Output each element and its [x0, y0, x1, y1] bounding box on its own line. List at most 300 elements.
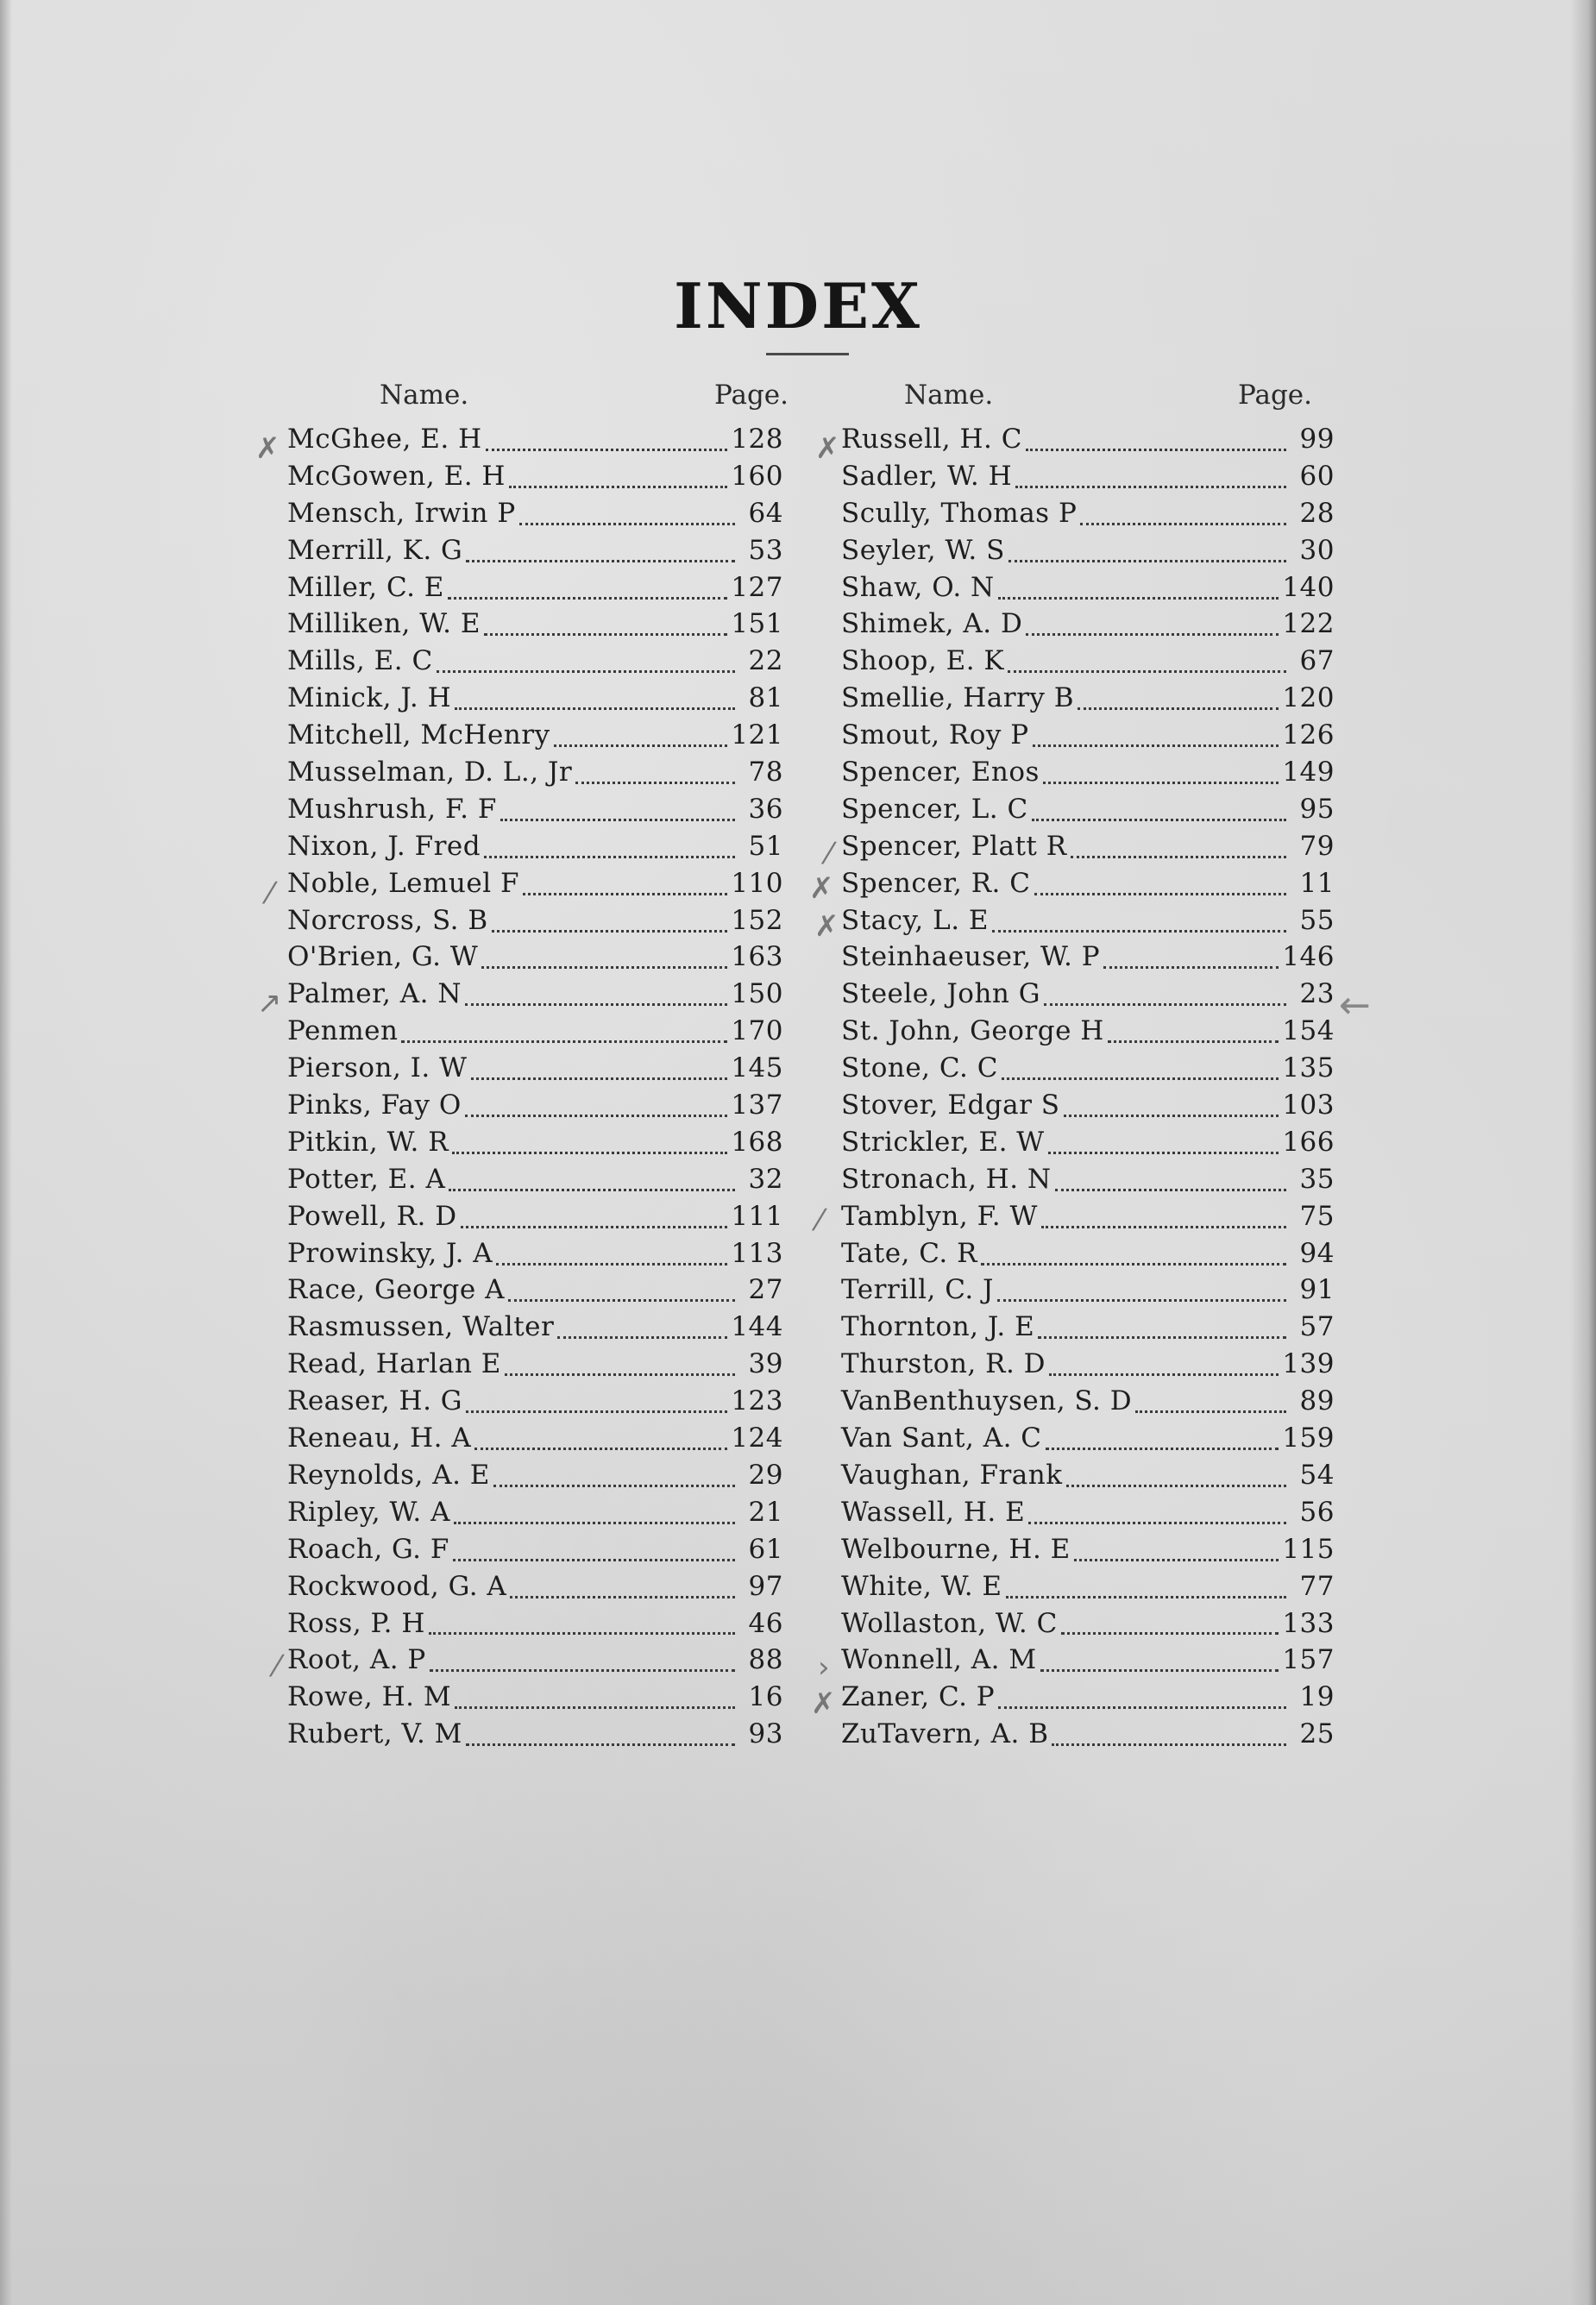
- entry-page-number: 89: [1299, 1385, 1335, 1417]
- entry-name: Pitkin, W. R: [287, 1126, 449, 1158]
- entry-name: Norcross, S. B: [287, 904, 488, 936]
- dot-leader: [1002, 1077, 1279, 1080]
- entry-name: Zaner, C. P: [841, 1681, 996, 1713]
- page-edge-shadow: [1570, 0, 1596, 2305]
- dot-leader: [486, 449, 728, 451]
- dot-leader: [401, 1040, 727, 1043]
- entry-page-number: 28: [1299, 497, 1335, 529]
- entry-page-number: 120: [1282, 682, 1335, 714]
- index-entry: [841, 1423, 1335, 1460]
- entry-name: Terrill, C. J: [841, 1274, 994, 1306]
- entry-name: Mensch, Irwin P: [287, 497, 516, 529]
- entry-page-number: 159: [1282, 1423, 1335, 1454]
- left-index-column: [287, 424, 783, 1755]
- entry-name: Scully, Thomas P: [841, 497, 1078, 529]
- entry-name: Noble, Lemuel F: [287, 867, 520, 899]
- entry-page-number: 137: [731, 1090, 783, 1121]
- dot-leader: [1040, 1669, 1279, 1672]
- index-entry: [841, 1015, 1335, 1052]
- index-entry: [841, 1201, 1335, 1238]
- entry-page-number: 11: [1299, 867, 1335, 899]
- index-entry: [287, 572, 783, 609]
- check-mark-icon: ✗: [811, 1686, 836, 1721]
- entry-page-number: 81: [748, 682, 783, 714]
- check-mark-icon: ⁄: [817, 1203, 822, 1238]
- index-entry: [287, 1274, 783, 1311]
- dot-leader: [455, 707, 735, 710]
- entry-page-number: 30: [1299, 534, 1335, 566]
- dot-leader: [461, 1226, 728, 1228]
- dot-leader: [1078, 707, 1279, 710]
- dot-leader: [429, 1632, 735, 1635]
- dot-leader: [1008, 670, 1286, 673]
- entry-page-number: 22: [748, 645, 783, 677]
- dot-leader: [466, 560, 735, 562]
- index-entry: [841, 1164, 1335, 1201]
- entry-page-number: 16: [748, 1681, 783, 1713]
- entry-name: Shoop, E. K: [841, 645, 1005, 677]
- entry-name: McGhee, E. H: [287, 424, 482, 455]
- entry-page-number: 25: [1299, 1718, 1335, 1750]
- entry-name: Smout, Roy P: [841, 719, 1029, 751]
- index-entry: [287, 1348, 783, 1385]
- index-entry: [841, 608, 1335, 645]
- entry-page-number: 79: [1299, 830, 1335, 862]
- entry-name: Reynolds, A. E: [287, 1459, 490, 1491]
- check-mark-icon: ✗: [814, 909, 839, 944]
- entry-page-number: 144: [731, 1311, 783, 1343]
- index-entry: [841, 1274, 1335, 1311]
- index-entry: [287, 498, 783, 535]
- index-entry: [841, 1460, 1335, 1497]
- entry-name: Van Sant, A. C: [841, 1423, 1042, 1454]
- dot-leader: [430, 1669, 735, 1672]
- dot-leader: [481, 966, 727, 969]
- dot-leader: [1064, 1115, 1279, 1117]
- dot-leader: [448, 597, 727, 600]
- index-entry: [841, 1238, 1335, 1275]
- index-entry: [287, 424, 783, 461]
- entry-page-number: 21: [748, 1496, 783, 1528]
- title-underline: [766, 353, 849, 355]
- entry-page-number: 93: [748, 1718, 783, 1750]
- entry-page-number: 154: [1282, 1015, 1335, 1047]
- entry-name: Pierson, I. W: [287, 1052, 468, 1084]
- dot-leader: [519, 523, 735, 525]
- entry-name: Rowe, H. M: [287, 1681, 452, 1713]
- entry-page-number: 140: [1282, 571, 1335, 603]
- entry-page-number: 170: [731, 1015, 783, 1047]
- right-index-column: [841, 424, 1335, 1755]
- entry-name: Spencer, Platt R: [841, 830, 1067, 862]
- entry-name: Stronach, H. N: [841, 1163, 1052, 1195]
- entry-name: Mitchell, McHenry: [287, 719, 550, 751]
- dot-leader: [453, 1559, 735, 1561]
- dot-leader: [1044, 1003, 1286, 1006]
- left-name-header: Name.: [380, 380, 469, 411]
- entry-page-number: 166: [1282, 1126, 1335, 1158]
- check-mark-icon: ⁄: [274, 1649, 280, 1684]
- entry-name: Pinks, Fay O: [287, 1090, 462, 1121]
- entry-name: Stacy, L. E: [841, 904, 990, 936]
- right-page-header: Page.: [1238, 380, 1312, 411]
- entry-page-number: 127: [731, 571, 783, 603]
- entry-page-number: 145: [731, 1052, 783, 1084]
- entry-name: Prowinsky, J. A: [287, 1237, 493, 1269]
- index-entry: [841, 794, 1335, 831]
- index-entry: [841, 535, 1335, 572]
- dot-leader: [1028, 1522, 1286, 1524]
- entry-name: Merrill, K. G: [287, 534, 463, 566]
- entry-name: Rasmussen, Walter: [287, 1311, 555, 1343]
- entry-page-number: 77: [1299, 1570, 1335, 1602]
- index-entry: [841, 1644, 1335, 1681]
- entry-name: Reaser, H. G: [287, 1385, 463, 1417]
- index-entry: [841, 868, 1335, 905]
- entry-name: Root, A. P: [287, 1644, 426, 1676]
- entry-name: Wollaston, W. C: [841, 1607, 1058, 1639]
- dot-leader: [1041, 1226, 1286, 1228]
- entry-name: Tate, C. R: [841, 1237, 977, 1269]
- dot-leader: [1038, 1336, 1286, 1339]
- index-entry: [287, 1497, 783, 1534]
- dot-leader: [554, 744, 728, 747]
- page-spine-shadow: [0, 0, 12, 2305]
- dot-leader: [1026, 633, 1279, 636]
- dot-leader: [1032, 819, 1286, 821]
- index-entry: [287, 941, 783, 978]
- dot-leader: [1033, 744, 1279, 747]
- index-entry: [287, 1571, 783, 1608]
- check-mark-icon: ↗: [257, 986, 282, 1021]
- index-entry: [287, 535, 783, 572]
- index-entry: [841, 1311, 1335, 1348]
- entry-name: White, W. E: [841, 1570, 1002, 1602]
- check-mark-icon: ✗: [809, 871, 834, 906]
- entry-page-number: 113: [731, 1237, 783, 1269]
- dot-leader: [1006, 1596, 1286, 1598]
- index-entry: [287, 1460, 783, 1497]
- dot-leader: [466, 1410, 727, 1413]
- dot-leader: [455, 1706, 735, 1709]
- entry-name: Ripley, W. A: [287, 1496, 451, 1528]
- entry-name: Wonnell, A. M: [841, 1644, 1037, 1676]
- entry-name: Russell, H. C: [841, 424, 1022, 455]
- dot-leader: [1066, 1485, 1286, 1487]
- entry-page-number: 46: [748, 1607, 783, 1639]
- index-entry: [287, 1423, 783, 1460]
- entry-page-number: 111: [731, 1200, 783, 1232]
- index-entry: [841, 461, 1335, 498]
- index-entry: [287, 1201, 783, 1238]
- check-mark-icon: ⁄: [267, 876, 273, 911]
- entry-name: Reneau, H. A: [287, 1423, 472, 1454]
- dot-leader: [471, 1077, 728, 1080]
- dot-leader: [1074, 1559, 1279, 1561]
- entry-name: Vaughan, Frank: [841, 1459, 1063, 1491]
- index-entry: [841, 1090, 1335, 1127]
- dot-leader: [1043, 782, 1279, 784]
- check-mark-icon: ✗: [815, 431, 840, 466]
- dot-leader: [1135, 1410, 1286, 1413]
- entry-page-number: 94: [1299, 1237, 1335, 1269]
- dot-leader: [1052, 1743, 1286, 1746]
- dot-leader: [1046, 1448, 1279, 1450]
- index-entry: [287, 645, 783, 682]
- entry-name: Spencer, R. C: [841, 867, 1031, 899]
- index-entry: [841, 1385, 1335, 1423]
- entry-name: Roach, G. F: [287, 1533, 449, 1565]
- entry-name: Stover, Edgar S: [841, 1090, 1060, 1121]
- entry-page-number: 150: [731, 978, 783, 1010]
- left-arrow-icon: ←: [1339, 983, 1371, 1027]
- dot-leader: [492, 930, 728, 933]
- entry-name: Powell, R. D: [287, 1200, 457, 1232]
- entry-page-number: 60: [1299, 460, 1335, 492]
- index-entry: [841, 1127, 1335, 1164]
- index-entry: [841, 941, 1335, 978]
- entry-page-number: 139: [1282, 1348, 1335, 1380]
- entry-page-number: 168: [731, 1126, 783, 1158]
- entry-page-number: 110: [731, 867, 783, 899]
- index-entry: [841, 757, 1335, 794]
- entry-page-number: 133: [1282, 1607, 1335, 1639]
- dot-leader: [508, 1299, 735, 1302]
- dot-leader: [484, 856, 735, 858]
- dot-leader: [1108, 1040, 1279, 1043]
- entry-page-number: 91: [1299, 1274, 1335, 1306]
- index-entry: [287, 1127, 783, 1164]
- entry-page-number: 51: [748, 830, 783, 862]
- entry-name: Minick, J. H: [287, 682, 452, 714]
- entry-name: Rockwood, G. A: [287, 1570, 507, 1602]
- dot-leader: [510, 1596, 735, 1598]
- entry-page-number: 56: [1299, 1496, 1335, 1528]
- index-entry: [287, 1052, 783, 1090]
- dot-leader: [437, 670, 735, 673]
- dot-leader: [496, 1263, 727, 1266]
- dot-leader: [1080, 523, 1286, 525]
- entry-page-number: 67: [1299, 645, 1335, 677]
- index-entry: [287, 794, 783, 831]
- dot-leader: [452, 1152, 727, 1154]
- entry-name: Wassell, H. E: [841, 1496, 1026, 1528]
- check-mark-icon: ✗: [255, 431, 280, 466]
- entry-page-number: 95: [1299, 793, 1335, 825]
- entry-name: Stone, C. C: [841, 1052, 998, 1084]
- entry-page-number: 146: [1282, 941, 1335, 973]
- entry-name: Mills, E. C: [287, 645, 433, 677]
- entry-name: McGowen, E. H: [287, 460, 506, 492]
- index-entry: [287, 1090, 783, 1127]
- index-entry: [287, 461, 783, 498]
- entry-page-number: 78: [748, 757, 783, 788]
- dot-leader: [500, 819, 735, 821]
- dot-leader: [509, 486, 727, 488]
- entry-page-number: 103: [1282, 1090, 1335, 1121]
- dot-leader: [1049, 1373, 1279, 1376]
- page-title: INDEX: [674, 269, 922, 342]
- index-entry: [841, 905, 1335, 942]
- entry-page-number: 54: [1299, 1459, 1335, 1491]
- dot-leader: [981, 1263, 1286, 1266]
- dot-leader: [1055, 1189, 1286, 1191]
- entry-page-number: 157: [1282, 1644, 1335, 1676]
- entry-page-number: 99: [1299, 424, 1335, 455]
- entry-name: Welbourne, H. E: [841, 1533, 1071, 1565]
- dot-leader: [465, 1003, 727, 1006]
- entry-name: Sadler, W. H: [841, 460, 1013, 492]
- index-entry: [841, 572, 1335, 609]
- entry-name: Shaw, O. N: [841, 571, 995, 603]
- entry-page-number: 36: [748, 793, 783, 825]
- entry-page-number: 75: [1299, 1200, 1335, 1232]
- entry-page-number: 35: [1299, 1163, 1335, 1195]
- index-entry: [287, 1681, 783, 1718]
- dot-leader: [998, 1706, 1286, 1709]
- index-entry: [841, 1608, 1335, 1645]
- entry-page-number: 128: [731, 424, 783, 455]
- dot-leader: [557, 1336, 727, 1339]
- dot-leader: [1008, 560, 1286, 562]
- entry-name: Steele, John G: [841, 978, 1040, 1010]
- entry-name: ZuTavern, A. B: [841, 1718, 1049, 1750]
- entry-page-number: 151: [731, 608, 783, 640]
- index-entry: [841, 1571, 1335, 1608]
- index-entry: [287, 719, 783, 757]
- entry-name: Thornton, J. E: [841, 1311, 1035, 1343]
- dot-leader: [1071, 856, 1286, 858]
- entry-page-number: 152: [731, 904, 783, 936]
- entry-page-number: 64: [748, 497, 783, 529]
- left-page-header: Page.: [714, 380, 789, 411]
- entry-page-number: 32: [748, 1163, 783, 1195]
- entry-name: Race, George A: [287, 1274, 505, 1306]
- entry-name: Penmen: [287, 1015, 399, 1047]
- entry-name: Seyler, W. S: [841, 534, 1005, 566]
- check-mark-icon: ⁄: [826, 837, 832, 871]
- dot-leader: [1026, 449, 1286, 451]
- entry-name: Palmer, A. N: [287, 978, 462, 1010]
- entry-page-number: 19: [1299, 1681, 1335, 1713]
- index-entry: [287, 1164, 783, 1201]
- index-entry: [841, 1718, 1335, 1755]
- entry-page-number: 121: [731, 719, 783, 751]
- index-entry: [841, 978, 1335, 1015]
- entry-page-number: 123: [731, 1385, 783, 1417]
- check-mark-icon: ›: [818, 1650, 830, 1685]
- index-entry: [841, 1348, 1335, 1385]
- dot-leader: [505, 1373, 735, 1376]
- entry-name: Nixon, J. Fred: [287, 830, 481, 862]
- index-entry: [841, 424, 1335, 461]
- dot-leader: [465, 1115, 728, 1117]
- index-entry: [841, 645, 1335, 682]
- entry-name: St. John, George H: [841, 1015, 1104, 1047]
- index-entry: [287, 905, 783, 942]
- index-entry: [287, 1015, 783, 1052]
- entry-name: Smellie, Harry B: [841, 682, 1075, 714]
- dot-leader: [1048, 1152, 1279, 1154]
- entry-page-number: 61: [748, 1533, 783, 1565]
- index-entry: [841, 1681, 1335, 1718]
- dot-leader: [454, 1522, 735, 1524]
- entry-name: Spencer, L. C: [841, 793, 1028, 825]
- entry-page-number: 160: [731, 460, 783, 492]
- dot-leader: [493, 1485, 735, 1487]
- dot-leader: [449, 1189, 735, 1191]
- entry-name: Shimek, A. D: [841, 608, 1023, 640]
- entry-page-number: 149: [1282, 757, 1335, 788]
- entry-name: O'Brien, G. W: [287, 941, 479, 973]
- entry-name: Read, Harlan E: [287, 1348, 501, 1380]
- index-entry: [287, 1238, 783, 1275]
- index-entry: [287, 1534, 783, 1571]
- entry-name: VanBenthuysen, S. D: [841, 1385, 1133, 1417]
- dot-leader: [998, 597, 1279, 600]
- entry-name: Spencer, Enos: [841, 757, 1040, 788]
- entry-name: Tamblyn, F. W: [841, 1200, 1038, 1232]
- entry-page-number: 115: [1282, 1533, 1335, 1565]
- index-entry: [287, 1644, 783, 1681]
- index-entry: [287, 1718, 783, 1755]
- dot-leader: [1061, 1632, 1279, 1635]
- index-entry: [841, 1497, 1335, 1534]
- entry-page-number: 88: [748, 1644, 783, 1676]
- index-entry: [287, 608, 783, 645]
- index-entry: [287, 757, 783, 794]
- dot-leader: [466, 1743, 735, 1746]
- entry-name: Rubert, V. M: [287, 1718, 462, 1750]
- index-entry: [287, 831, 783, 868]
- index-entry: [841, 682, 1335, 719]
- dot-leader: [575, 782, 735, 784]
- dot-leader: [997, 1299, 1286, 1302]
- entry-name: Strickler, E. W: [841, 1126, 1045, 1158]
- entry-page-number: 55: [1299, 904, 1335, 936]
- entry-name: Mushrush, F. F: [287, 793, 497, 825]
- entry-page-number: 97: [748, 1570, 783, 1602]
- index-entry: [841, 719, 1335, 757]
- index-entry: [287, 1385, 783, 1423]
- index-entry: [841, 1052, 1335, 1090]
- entry-name: Miller, C. E: [287, 571, 444, 603]
- entry-page-number: 163: [731, 941, 783, 973]
- entry-name: Ross, P. H: [287, 1607, 425, 1639]
- index-entry: [841, 831, 1335, 868]
- index-entry: [287, 868, 783, 905]
- entry-page-number: 124: [731, 1423, 783, 1454]
- dot-leader: [1034, 893, 1287, 895]
- entry-name: Potter, E. A: [287, 1163, 446, 1195]
- dot-leader: [1103, 966, 1279, 969]
- dot-leader: [523, 893, 727, 895]
- index-entry: [287, 1311, 783, 1348]
- entry-page-number: 122: [1282, 608, 1335, 640]
- entry-page-number: 23: [1299, 978, 1335, 1010]
- index-entry: [287, 1608, 783, 1645]
- dot-leader: [484, 633, 727, 636]
- index-entry: [287, 978, 783, 1015]
- entry-page-number: 57: [1299, 1311, 1335, 1343]
- entry-name: Musselman, D. L., Jr: [287, 757, 573, 788]
- entry-page-number: 39: [748, 1348, 783, 1380]
- entry-page-number: 27: [748, 1274, 783, 1306]
- entry-page-number: 29: [748, 1459, 783, 1491]
- entry-name: Milliken, W. E: [287, 608, 481, 640]
- index-entry: [287, 682, 783, 719]
- dot-leader: [1015, 486, 1286, 488]
